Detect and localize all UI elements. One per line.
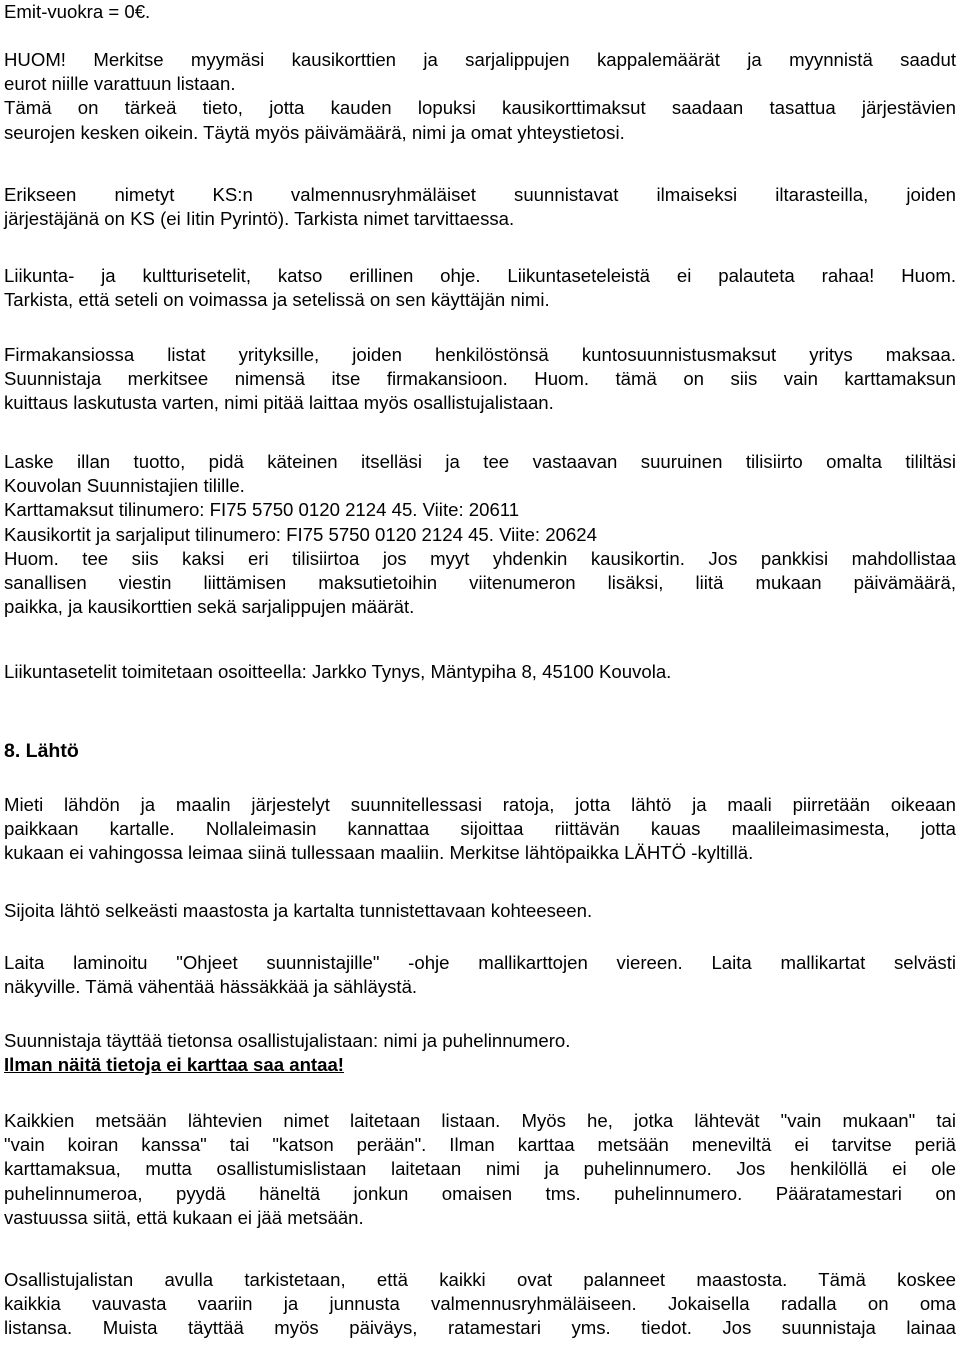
text-line: Tämä on tärkeä tieto, jotta kauden lopuksi kausikorttimaksut saadaan tasattua järjestävien [4,97,956,119]
firmakansio-paragraph [4,343,956,416]
text-line: Liikunta- ja kultturisetelit, katso erillinen ohje. Liikuntaseteleistä ei palauteta rahaa! Huom. [4,265,956,286]
text-line: Laita laminoitu "Ohjeet suunnistajille" -ohje mallikarttojen viereen. Laita mallikartat selvästi [4,952,956,973]
laske-paragraph [4,450,956,619]
setelit-paragraph [4,660,956,684]
sijoita-paragraph [4,899,956,923]
text-line: kuittaus laskutusta varten, nimi pitää laittaa myös osallistujalistaan. [4,392,554,414]
huom-paragraph [4,48,956,145]
emit-rent-paragraph [4,0,150,24]
text-line: Laske illan tuotto, pidä käteinen itselläsi ja tee vastaavan suuruinen tilisiirto omalta tililtäsi [4,451,956,472]
text-line: Mieti lähdön ja maalin järjestelyt suunnitellessasi ratoja, jotta lähtö ja maali piirretään oikeaan [4,794,956,815]
laita-paragraph [4,951,956,999]
text-line: Kouvolan Suunnistajien tilille. [4,475,245,497]
osallistujalistan-paragraph [4,1268,956,1341]
mieti-paragraph [4,793,956,866]
text-line: seurojen kesken oikein. Täytä myös päivämäärä, nimi ja omat yhteystietosi. [4,121,625,143]
text-line: näkyville. Tämä vähentää hässäkkää ja sähläystä. [4,976,418,998]
account-line-season-cards: Kausikortit ja sarjaliput tilinumero: FI75 5750 0120 2124 45. Viite: 20624 [4,523,597,545]
text-line: "vain koiran kanssa" tai "katson perään". Ilman karttaa metsään meneviltä ei tarvitse periä [4,1134,956,1156]
text-line: Suunnistaja merkitsee nimensä itse firmakansioon. Huom. tämä on siis vain karttamaksun [4,368,956,390]
warning-emphasis: Ilman näitä tietoja ei karttaa saa antaa! [4,1054,344,1076]
text-line: karttamaksua, mutta osallistumislistaan laitetaan nimi ja puhelinnumero. Jos henkilöllä ei ole [4,1158,956,1180]
section-heading: 8. Lähtö [4,740,79,762]
text-line: Emit-vuokra = 0€. [4,1,151,22]
erikseen-paragraph [4,183,956,231]
text-line: puhelinnumeroa, pyydä häneltä jonkun omaisen tms. puhelinnumero. Pääratamestari on [4,1182,956,1204]
text-line: Sijoita lähtö selkeästi maastosta ja kartalta tunnistettavaan kohteeseen. [4,900,593,921]
text-line: vastuussa siitä, että kukaan ei jää metsään. [4,1206,364,1228]
kaikkien-paragraph [4,1109,956,1230]
tayttaa-paragraph [4,1029,956,1077]
text-line: Osallistujalistan avulla tarkistetaan, että kaikki ovat palanneet maastosta. Tämä koskee [4,1269,956,1290]
text-line: Suunnistaja täyttää tietonsa osallistujalistaan: nimi ja puhelinnumero. [4,1030,571,1051]
text-line: Erikseen nimetyt KS:n valmennusryhmäläiset suunnistavat ilmaiseksi iltarasteilla, joiden [4,184,956,205]
text-line: paikkaan kartalle. Nollaleimasin kannattaa sijoittaa riittävän kauas maalileimasimesta, jotta [4,818,956,840]
text-line: Kaikkien metsään lähtevien nimet laitetaan listaan. Myös he, jotka lähtevät "vain mukaan" tai [4,1110,956,1131]
text-line: Firmakansiossa listat yrityksille, joiden henkilöstönsä kuntosuunnistusmaksut yritys maksaa. [4,344,956,365]
text-line: eurot niille varattuun listaan. [4,73,236,95]
text-line: listansa. Muista täyttää myös päiväys, ratamestari yms. tiedot. Jos suunnistaja lainaa [4,1317,956,1339]
text-line: Liikuntasetelit toimitetaan osoitteella: Jarkko Tynys, Mäntypiha 8, 45100 Kouvola. [4,661,672,682]
account-line-maps: Karttamaksut tilinumero: FI75 5750 0120 2124 45. Viite: 20611 [4,499,520,521]
text-line: Huom. tee siis kaksi eri tilisiirtoa jos myyt yhdenkin kausikortin. Jos pankkisi mahdollistaa [4,547,956,569]
text-line: HUOM! Merkitse myymäsi kausikorttien ja sarjalippujen kappalemäärät ja myynnistä saadut [4,49,956,70]
text-line: kaikkia vauvasta vaariin ja junnusta valmennusryhmäläiseen. Jokaisella radalla on oma [4,1293,956,1315]
text-line: Tarkista, että seteli on voimassa ja setelissä on sen käyttäjän nimi. [4,289,550,311]
liikunta-paragraph [4,264,956,312]
text-line: sanallisen viestin liittämisen maksutietoihin viitenumeron lisäksi, liitä mukaan päivämäärä, [4,572,956,594]
text-line: kukaan ei vahingossa leimaa siinä tullessaan maaliin. Merkitse lähtöpaikka LÄHTÖ -kyltillä. [4,842,754,864]
text-line: järjestäjänä on KS (ei Iitin Pyrintö). Tarkista nimet tarvittaessa. [4,208,515,230]
text-line: paikka, ja kausikorttien sekä sarjalippujen määrät. [4,596,415,618]
